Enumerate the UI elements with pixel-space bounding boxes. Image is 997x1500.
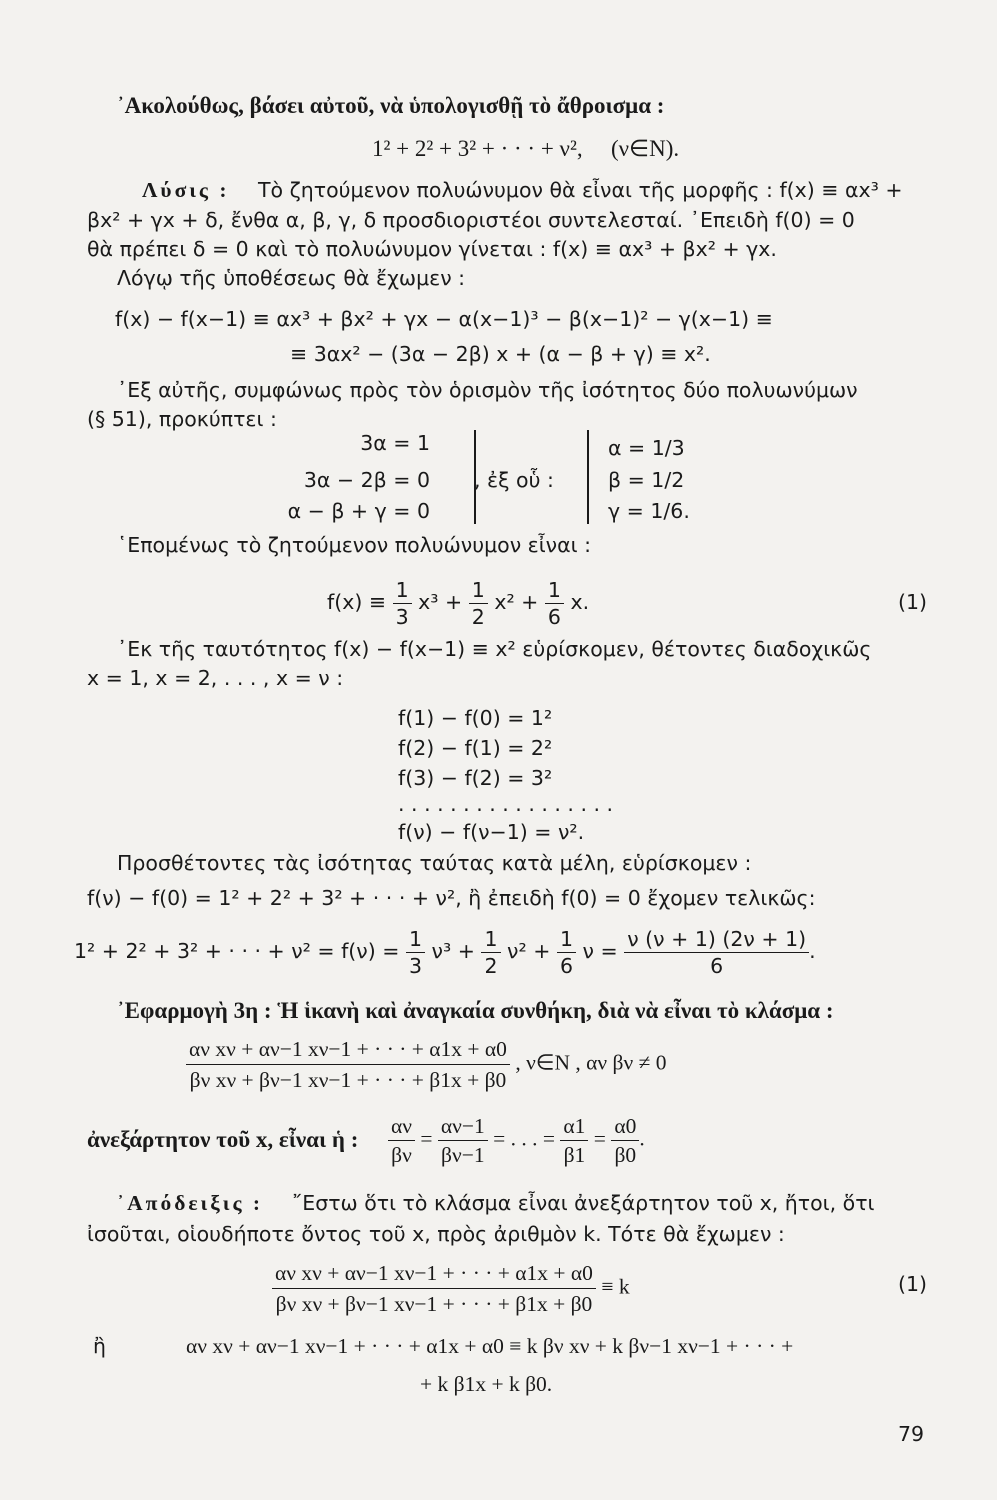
fraction-denominator: 6	[547, 604, 561, 629]
ratio-ellipsis: = . . . =	[493, 1126, 556, 1151]
fraction-numerator: α0	[611, 1112, 639, 1141]
proof-line-1: ῎Εστω ὅτι τὸ κλάσμα εἶναι ἀνεξάρτητον τοῦ x, ἤτοι, ὅτι	[292, 1191, 875, 1215]
proof-fraction-equation	[272, 1258, 630, 1322]
fraction-one-sixth	[557, 926, 576, 979]
solution-label: Λύσις :	[142, 178, 230, 202]
identity-use-line-2: x = 1, x = 2, . . . , x = ν :	[87, 666, 344, 690]
fraction-one-half	[481, 926, 500, 979]
telescoping-5: f(ν) − f(ν−1) = ν².	[398, 820, 585, 844]
fraction-denominator: βν−1	[441, 1143, 485, 1167]
hence-line: ῾Επομένως τὸ ζητούμενον πολυώνυμον εἶναι :	[117, 533, 592, 557]
ratio-4	[611, 1112, 639, 1169]
difference-equation-1: f(x) − f(x−1) ≡ αx³ + βx² + γx − α(x−1)³ − β(x−1)² − γ(x−1) ≡	[115, 307, 773, 331]
page-number: 79	[898, 1422, 925, 1446]
final-period: .	[809, 939, 816, 963]
proof-fraction	[272, 1258, 596, 1319]
final-lhs: 1² + 2² + 3² + · · · + ν² = f(ν) =	[74, 939, 400, 963]
fraction-numerator: 1	[545, 577, 564, 604]
fraction-numerator: 1	[393, 577, 412, 604]
fraction-denominator: 3	[408, 953, 423, 978]
system-eq-3: α − β + γ = 0	[287, 499, 430, 523]
solution-line-4: Λόγῳ τῆς ὑποθέσεως θὰ ἔχωμεν :	[117, 266, 466, 290]
fraction-condition: , ν∈N , αν βν ≠ 0	[515, 1050, 667, 1075]
proof-fraction-rhs: ≡ k	[601, 1274, 630, 1299]
rational-function	[186, 1034, 666, 1098]
ratio-1	[388, 1112, 415, 1169]
identity-line-1: ᾿Εξ αὐτῆς, συμφώνως πρὸς τὸν ὁρισμὸν τῆς ἰσότητος δύο πολυωνύμων	[117, 378, 858, 402]
fraction-denominator: 2	[484, 953, 498, 978]
last-line-1: αν xν + αν−1 xν−1 + · · · + α1x + α0 ≡ k βν xν + k βν−1 xν−1 + · · · +	[186, 1334, 794, 1358]
whence-text: , ἐξ οὗ :	[474, 468, 554, 492]
solution-line-3: θὰ πρέπει δ = 0 καὶ τὸ πολυώνυμον γίνεται : f(x) ≡ αx³ + βx² + γx.	[87, 237, 777, 261]
final-term-3: ν =	[582, 939, 618, 963]
solution-line-1: Τὸ ζητούμενον πολυώνυμον θὰ εἶναι τῆς μορφῆς : f(x) ≡ αx³ +	[258, 178, 903, 202]
application-title: ᾿Εφαρμογὴ 3η : Ἡ ἱκανὴ καὶ ἀναγκαία συνθήκη, διὰ νὰ εἶναι τὸ κλάσμα :	[117, 998, 834, 1023]
fraction-one-third	[406, 926, 425, 979]
poly-term-2: x² +	[494, 590, 539, 614]
intro-line: ᾿Ακολούθως, βάσει αὐτοῦ, νὰ ὑπολογισθῇ τὸ ἄθροισμα :	[117, 93, 665, 118]
poly-term-3: x.	[570, 590, 590, 614]
system-eq-2: 3α − 2β = 0	[303, 468, 430, 492]
sum-expression: 1² + 2² + 3² + · · · + ν²,	[372, 136, 583, 161]
sum-condition: (ν∈N).	[611, 136, 680, 161]
fraction-numerator: αν xν + αν−1 xν−1 + · · · + α1x + α0	[272, 1258, 596, 1289]
fraction-numerator: αν	[388, 1112, 415, 1141]
fraction-numerator: ν (ν + 1) (2ν + 1)	[624, 926, 809, 953]
ratio-2	[438, 1112, 488, 1169]
telescoping-2: f(2) − f(1) = 2²	[398, 736, 553, 760]
proof-label: ᾿Απόδειξις :	[117, 1191, 264, 1215]
fraction-one-half	[469, 577, 488, 630]
fraction-numerator: 1	[481, 926, 500, 953]
fraction-denominator: βν xν + βν−1 xν−1 + · · · + β1x + β0	[275, 1292, 593, 1316]
fraction-numerator: αν xν + αν−1 xν−1 + · · · + α1x + α0	[186, 1034, 510, 1065]
final-term-2: ν² +	[507, 939, 551, 963]
difference-equation-2: ≡ 3αx² − (3α − 2β) x + (α − β + γ) ≡ x².	[290, 342, 711, 366]
final-fraction	[624, 926, 809, 979]
proof-line-2: ἰσοῦται, οἱουδήποτε ὄντος τοῦ x, πρὸς ἀριθμὸν k. Τότε θὰ ἔχωμεν :	[87, 1222, 785, 1246]
polynomial-formula	[327, 572, 589, 632]
fraction-denominator: β0	[614, 1143, 637, 1167]
telescoping-1: f(1) − f(0) = 1²	[398, 706, 553, 730]
fraction-numerator: 1	[469, 577, 488, 604]
fraction-denominator: βν xν + βν−1 xν−1 + · · · + β1x + β0	[189, 1068, 507, 1092]
fraction-denominator: 2	[471, 604, 485, 629]
fraction-one-sixth	[545, 577, 564, 630]
poly-term-1: x³ +	[418, 590, 463, 614]
fraction-numerator: 1	[406, 926, 425, 953]
result-line: f(ν) − f(0) = 1² + 2² + 3² + · · · + ν², ἢ ἐπειδὴ f(0) = 0 ἔχομεν τελικῶς:	[87, 886, 816, 910]
rational-fraction	[186, 1034, 510, 1095]
fraction-denominator: 6	[710, 953, 724, 978]
fraction-numerator: α1	[560, 1112, 588, 1141]
fraction-denominator: 6	[559, 953, 573, 978]
final-term-1: ν³ +	[431, 939, 475, 963]
solution-line-2: βx² + γx + δ, ἔνθα α, β, γ, δ προσδιοριστέοι συντελεσταί. ᾿Επειδὴ f(0) = 0	[87, 208, 855, 232]
fraction-one-third	[393, 577, 412, 630]
left-brace	[587, 430, 595, 524]
system-eq-1: 3α = 1	[360, 431, 430, 455]
root-beta: β = 1/2	[608, 468, 685, 492]
root-alpha: α = 1/3	[608, 436, 685, 460]
last-line-2: + k β1x + k β0.	[420, 1372, 553, 1396]
identity-use-line-1: ᾿Εκ τῆς ταυτότητος f(x) − f(x−1) ≡ x² εὑρίσκομεν, θέτοντες διαδοχικῶς	[117, 637, 872, 661]
adding-line: Προσθέτοντες τὰς ἰσότητας ταύτας κατὰ μέλη, εὑρίσκομεν :	[117, 851, 752, 875]
poly-lhs: f(x) ≡	[327, 590, 387, 614]
or-word: ἢ	[93, 1334, 106, 1358]
fraction-denominator: β1	[563, 1143, 586, 1167]
telescoping-dots: . . . . . . . . . . . . . . . . .	[398, 792, 614, 816]
fraction-denominator: βν	[391, 1143, 412, 1167]
equation-label-1: (1)	[898, 590, 928, 614]
fraction-numerator: 1	[557, 926, 576, 953]
ratio-3	[560, 1112, 588, 1169]
equation-label-2: (1)	[898, 1272, 928, 1296]
root-gamma: γ = 1/6.	[608, 499, 690, 523]
ratio-condition: $\frac{\alpha\nu}{\beta\nu}$ = $\frac{\alpha\nu-1}{\beta\nu-1}$ = . . . = $\frac{\alpha 1}{\beta 1}$ = $\frac{\alpha 0}{\beta 0}$ .	[388, 1112, 645, 1174]
telescoping-3: f(3) − f(2) = 3²	[398, 766, 553, 790]
identity-line-2: (§ 51), προκύπτει :	[87, 407, 277, 431]
independence-text: ἀνεξάρτητον τοῦ x, εἶναι ἡ :	[87, 1127, 359, 1152]
fraction-numerator: αν−1	[438, 1112, 488, 1141]
final-formula	[74, 918, 816, 984]
fraction-denominator: 3	[395, 604, 409, 629]
